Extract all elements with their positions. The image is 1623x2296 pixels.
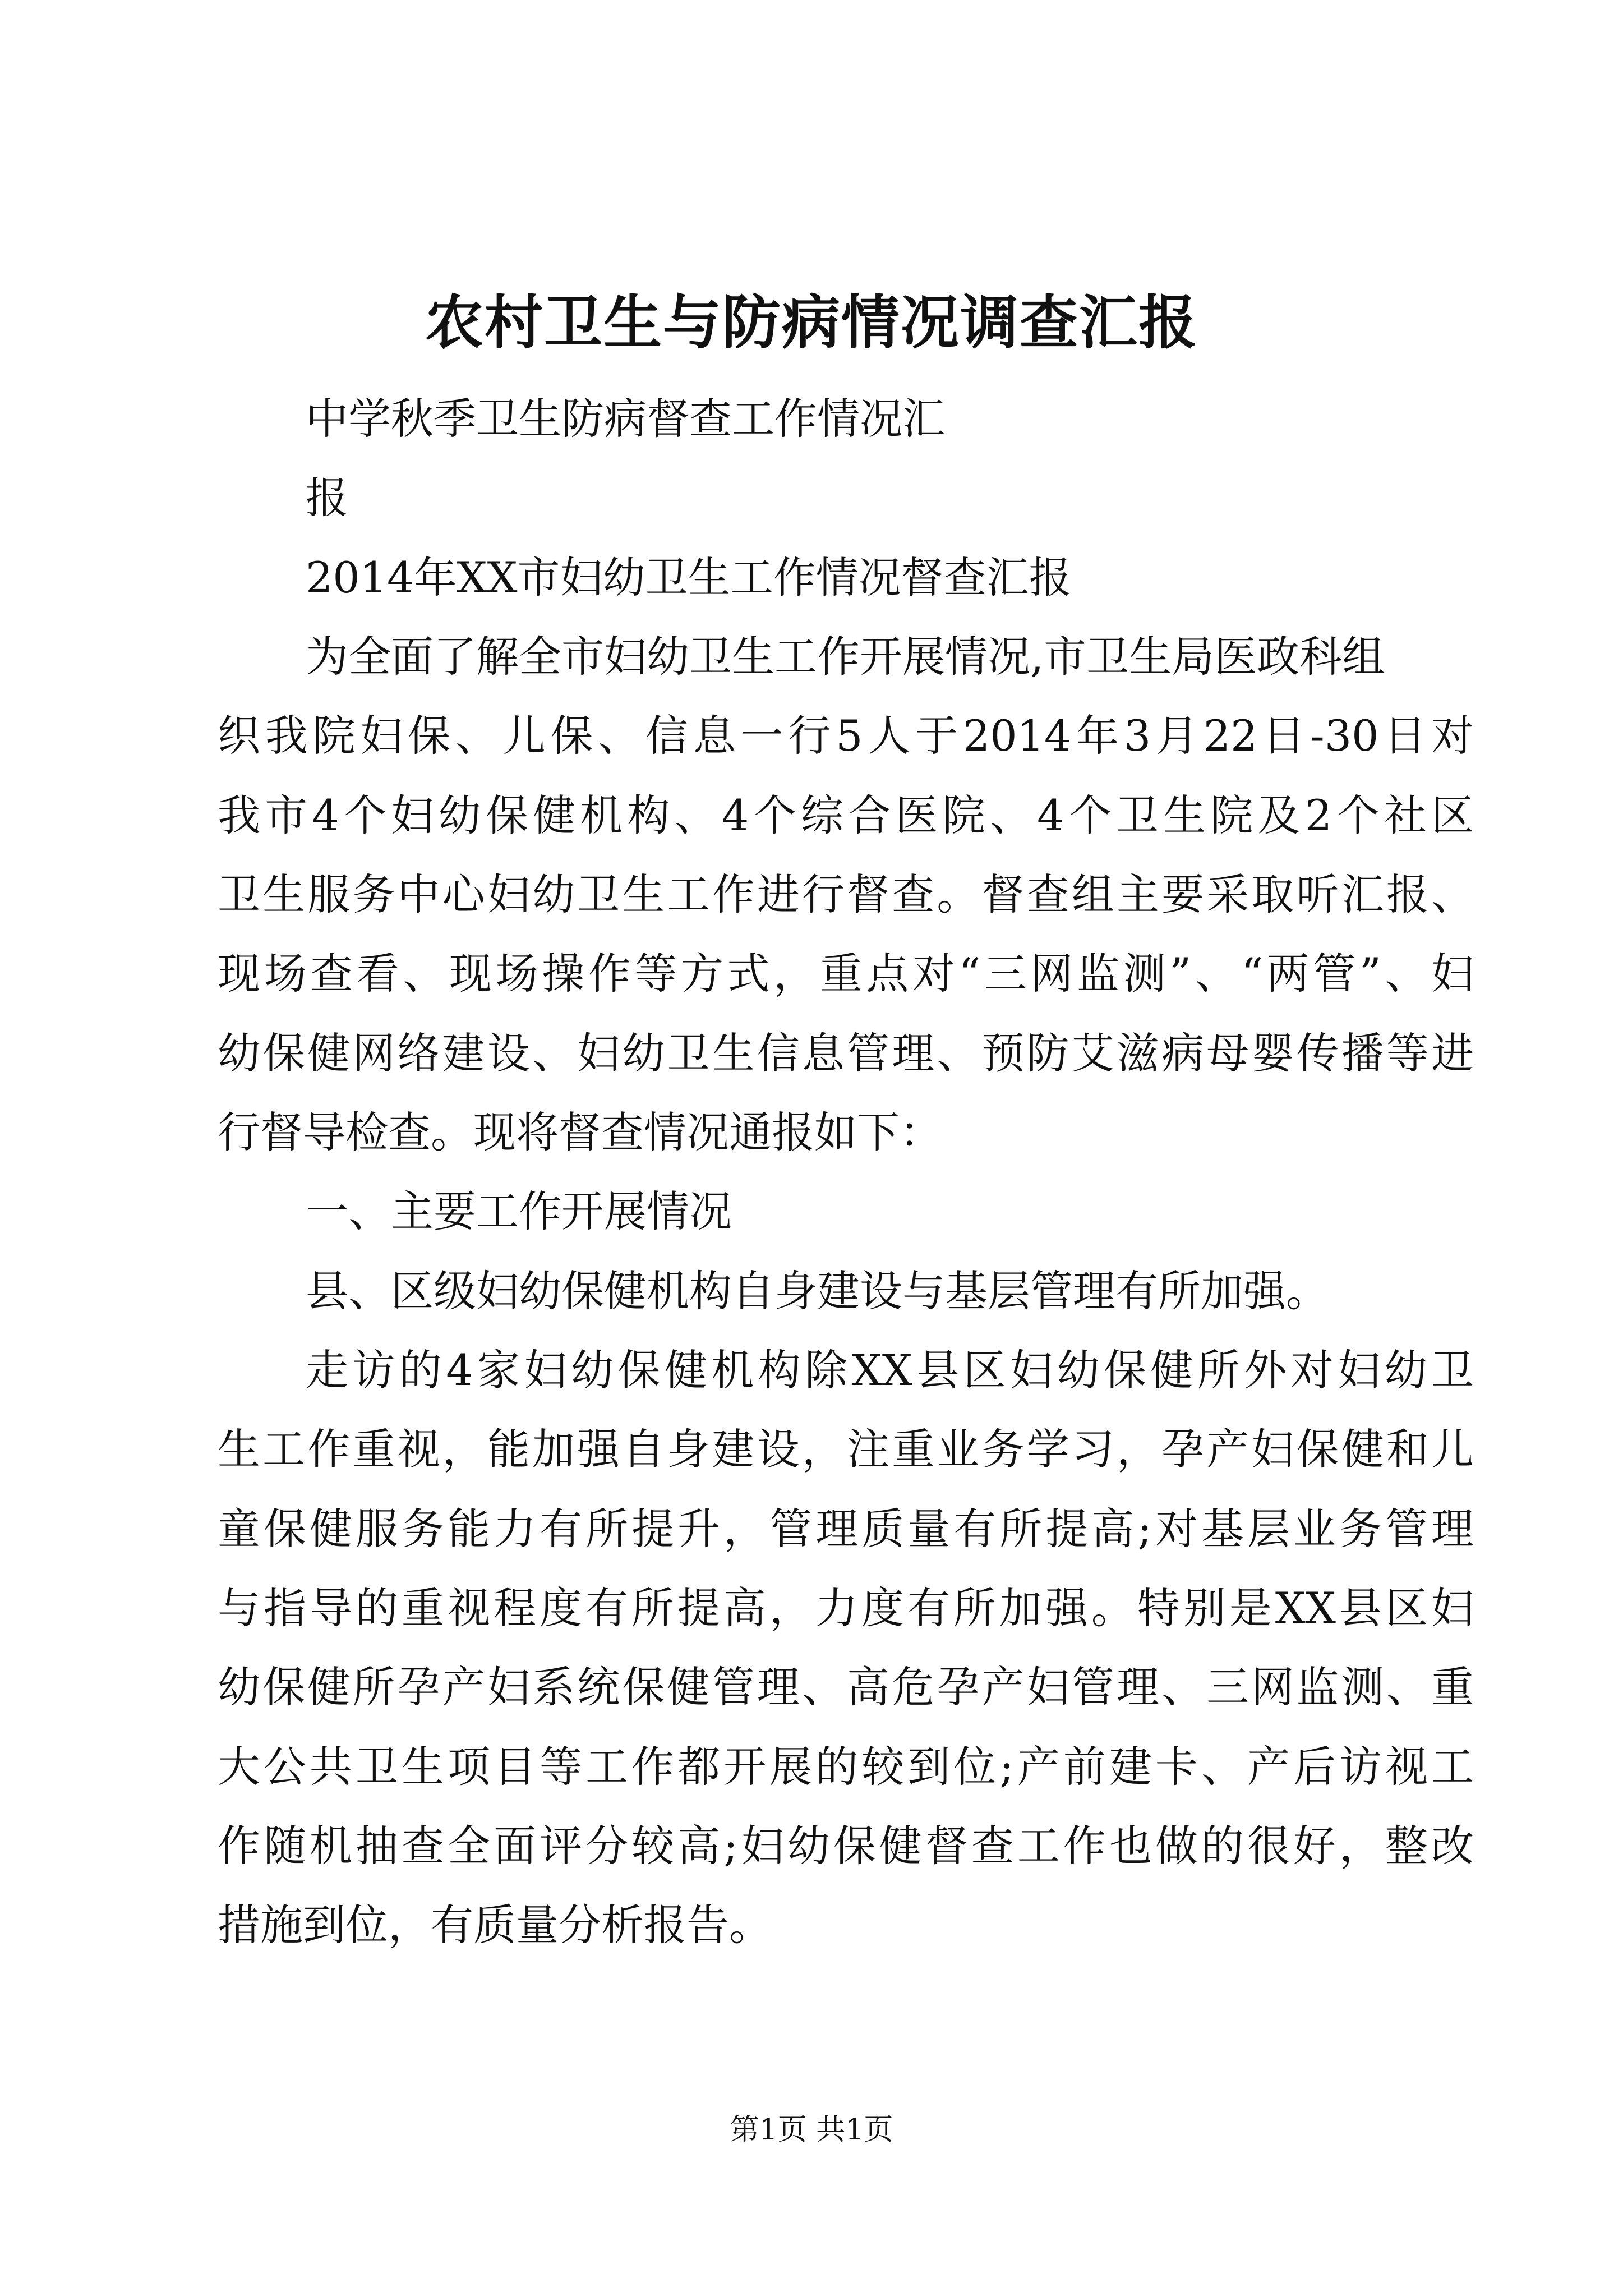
- paragraph-line: 走访的4家妇幼保健机构除XX县区妇幼保健所外对妇幼卫: [306, 1345, 1474, 1395]
- paragraph-line: 措施到位，有质量分析报告。: [218, 1900, 772, 1950]
- paragraph-line: 作随机抽查全面评分较高;妇幼保健督查工作也做的很好，整改: [218, 1821, 1474, 1871]
- page-footer: 第1页 共1页: [730, 2113, 893, 2147]
- paragraph-line: 大公共卫生项目等工作都开展的较到位;产前建卡、产后访视工: [218, 1742, 1474, 1792]
- subtitle-line-2: 报: [306, 473, 348, 523]
- subtitle-line-1: 中学秋季卫生防病督查工作情况汇: [306, 394, 945, 444]
- paragraph-line: 为全面了解全市妇幼卫生工作开展情况,市卫生局医政科组: [306, 632, 1385, 682]
- section-heading: 一、主要工作开展情况: [306, 1186, 732, 1236]
- paragraph-line: 幼保健所孕产妇系统保健管理、高危孕产妇管理、三网监测、重: [218, 1662, 1474, 1712]
- paragraph-line: 现场查看、现场操作等方式，重点对“三网监测”、“两管”、妇: [218, 949, 1474, 999]
- paragraph-line: 生工作重视，能加强自身建设，注重业务学习，孕产妇保健和儿: [218, 1424, 1474, 1474]
- paragraph-line: 织我院妇保、儿保、信息一行5人于2014年3月22日-30日对: [218, 711, 1474, 761]
- paragraph-line: 卫生服务中心妇幼卫生工作进行督查。督查组主要采取听汇报、: [218, 869, 1474, 919]
- report-heading: 2014年XX市妇幼卫生工作情况督查汇报: [306, 553, 1072, 602]
- paragraph-line: 我市4个妇幼保健机构、4个综合医院、4个卫生院及2个社区: [218, 790, 1474, 840]
- paragraph-line: 县、区级妇幼保健机构自身建设与基层管理有所加强。: [306, 1266, 1329, 1316]
- paragraph-line: 童保健服务能力有所提升，管理质量有所提高;对基层业务管理: [218, 1504, 1474, 1554]
- document-title: 农村卫生与防病情况调查汇报: [425, 288, 1198, 357]
- paragraph-line: 与指导的重视程度有所提高，力度有所加强。特别是XX县区妇: [218, 1583, 1474, 1633]
- paragraph-line: 幼保健网络建设、妇幼卫生信息管理、预防艾滋病母婴传播等进: [218, 1028, 1474, 1078]
- paragraph-line: 行督导检查。现将督查情况通报如下：: [218, 1107, 942, 1157]
